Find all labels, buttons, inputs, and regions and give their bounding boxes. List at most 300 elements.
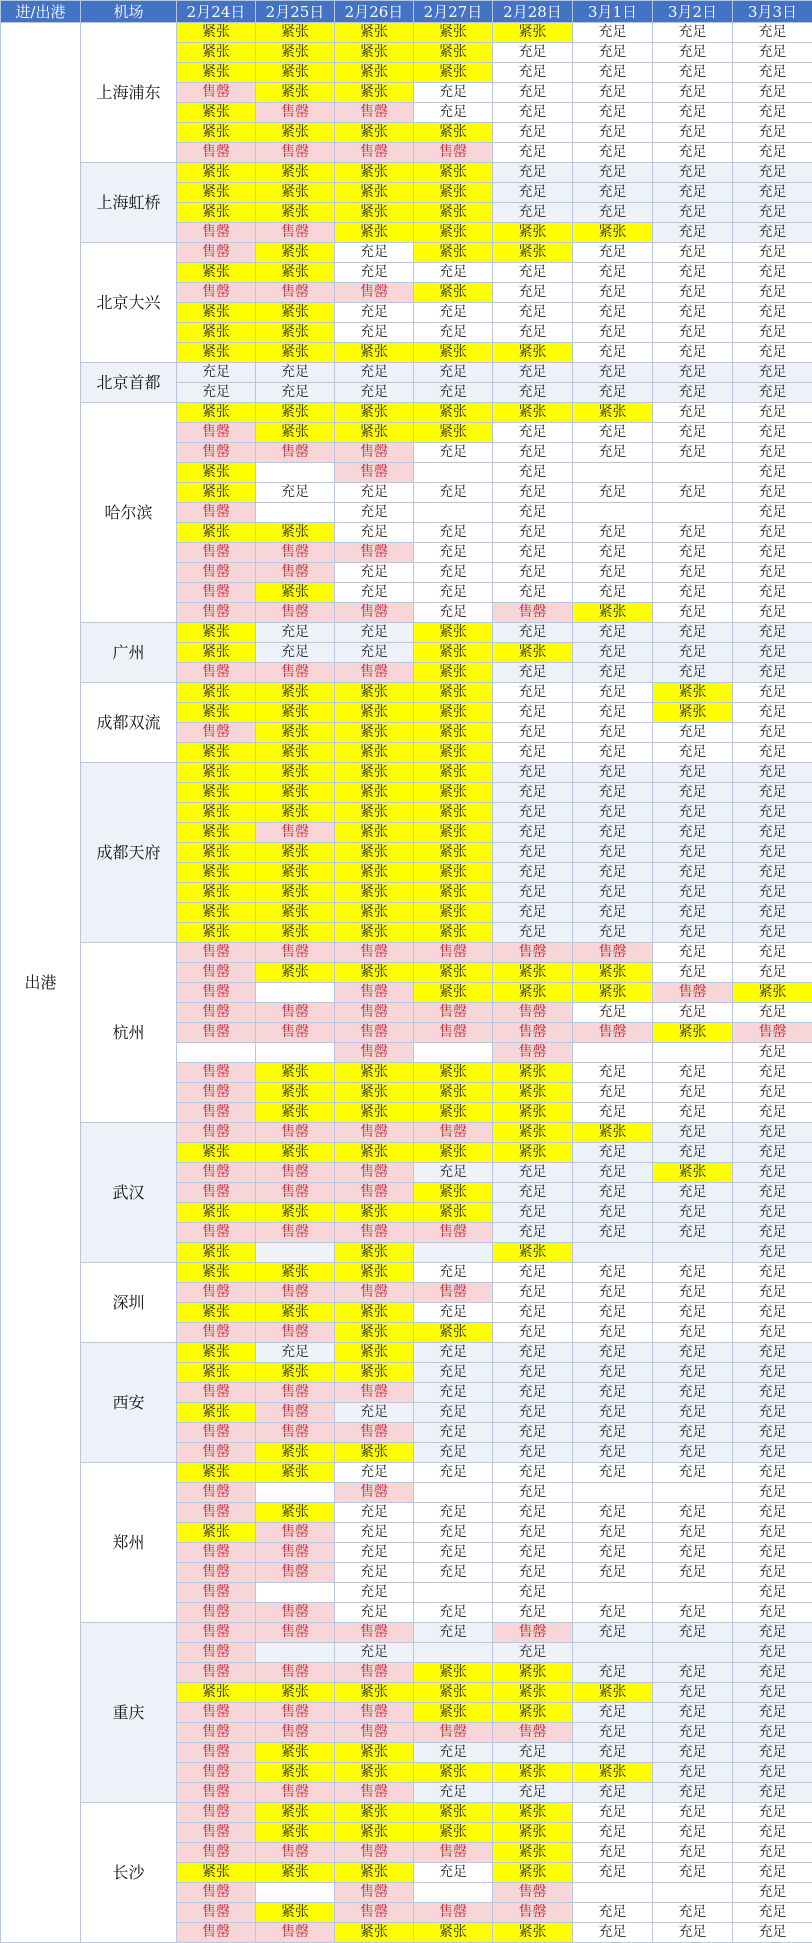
status-cell: 充足 [573,583,653,603]
status-cell: 紧张 [256,1063,335,1083]
status-cell: 充足 [573,1383,653,1403]
status-cell: 售罄 [177,543,256,563]
status-cell: 充足 [733,243,812,263]
status-cell: 紧张 [335,1863,414,1883]
status-cell: 充足 [493,143,573,163]
status-cell: 充足 [653,1443,733,1463]
status-cell: 充足 [493,1403,573,1423]
status-cell: 充足 [493,1483,573,1503]
status-cell: 售罄 [335,943,414,963]
status-cell: 充足 [653,1223,733,1243]
status-cell: 售罄 [335,1783,414,1803]
status-cell: 售罄 [256,1543,335,1563]
status-cell: 充足 [493,543,573,563]
airport-cell: 北京大兴 [81,243,177,363]
status-cell: 充足 [733,543,812,563]
status-cell: 紧张 [256,1303,335,1323]
status-cell: 紧张 [414,783,493,803]
status-cell: 充足 [653,103,733,123]
status-cell [653,503,733,523]
status-cell: 紧张 [177,263,256,283]
status-cell: 充足 [653,783,733,803]
status-cell: 售罄 [256,563,335,583]
status-cell: 紧张 [177,883,256,903]
status-cell: 充足 [573,723,653,743]
status-cell: 充足 [573,1503,653,1523]
status-cell: 售罄 [335,663,414,683]
status-cell: 紧张 [256,723,335,743]
airport-cell: 北京首都 [81,363,177,403]
status-cell: 充足 [653,923,733,943]
status-cell: 充足 [653,1723,733,1743]
status-cell: 售罄 [335,1723,414,1743]
table-row [1,163,812,183]
status-cell: 紧张 [493,1923,573,1943]
status-cell: 充足 [573,1743,653,1763]
status-cell: 售罄 [335,1383,414,1403]
status-cell: 紧张 [414,1763,493,1783]
status-cell: 充足 [653,1903,733,1923]
status-cell: 充足 [573,903,653,923]
status-cell [177,1043,256,1063]
status-cell: 充足 [414,1863,493,1883]
status-cell: 充足 [733,803,812,823]
status-cell: 充足 [493,1323,573,1343]
status-cell: 充足 [414,1523,493,1543]
status-cell: 充足 [493,703,573,723]
status-cell: 紧张 [493,1243,573,1263]
status-cell: 紧张 [335,1263,414,1283]
header-date: 2月26日 [335,1,414,23]
status-cell: 售罄 [335,983,414,1003]
status-cell [256,983,335,1003]
status-cell: 充足 [733,143,812,163]
status-cell: 充足 [573,1923,653,1943]
status-cell: 紧张 [335,403,414,423]
status-cell: 紧张 [573,1763,653,1783]
status-cell: 充足 [733,1843,812,1863]
status-cell: 紧张 [177,323,256,343]
status-cell: 紧张 [414,123,493,143]
status-cell: 紧张 [177,683,256,703]
table-row [1,1123,812,1143]
status-cell: 充足 [733,223,812,243]
status-cell: 充足 [653,1123,733,1143]
status-cell: 充足 [653,283,733,303]
status-cell: 充足 [493,723,573,743]
status-cell: 充足 [733,63,812,83]
status-cell: 售罄 [177,1783,256,1803]
status-cell [653,1883,733,1903]
status-cell [653,1483,733,1503]
status-cell: 充足 [653,803,733,823]
status-cell: 紧张 [177,923,256,943]
status-cell: 紧张 [414,1083,493,1103]
status-cell: 紧张 [414,983,493,1003]
status-cell: 充足 [733,1623,812,1643]
status-cell: 售罄 [177,83,256,103]
status-cell: 充足 [573,1343,653,1363]
status-cell: 售罄 [256,1603,335,1623]
status-cell: 紧张 [335,1763,414,1783]
status-cell: 紧张 [414,683,493,703]
status-cell: 紧张 [573,983,653,1003]
status-cell: 售罄 [335,1003,414,1023]
table-row [1,943,812,963]
status-cell: 紧张 [335,683,414,703]
status-cell: 紧张 [335,1063,414,1083]
status-cell: 充足 [493,743,573,763]
status-cell: 紧张 [335,123,414,143]
status-cell: 充足 [414,1743,493,1763]
status-cell: 售罄 [256,223,335,243]
status-cell: 售罄 [177,1023,256,1043]
status-cell: 充足 [493,1363,573,1383]
status-cell: 紧张 [177,123,256,143]
status-cell: 紧张 [256,403,335,423]
airport-cell: 重庆 [81,1623,177,1803]
status-cell: 售罄 [256,1663,335,1683]
status-cell: 充足 [733,823,812,843]
status-cell: 充足 [733,283,812,303]
status-cell: 紧张 [493,1063,573,1083]
status-cell: 售罄 [177,1503,256,1523]
status-cell: 充足 [653,823,733,843]
status-cell: 充足 [733,1003,812,1023]
status-cell: 充足 [653,363,733,383]
status-cell: 紧张 [414,803,493,823]
airport-cell: 上海浦东 [81,23,177,163]
airport-cell: 广州 [81,623,177,683]
status-cell: 充足 [733,23,812,43]
status-cell: 充足 [653,763,733,783]
airport-cell: 成都双流 [81,683,177,763]
status-cell: 充足 [335,503,414,523]
status-cell: 紧张 [177,1863,256,1883]
status-cell: 紧张 [256,743,335,763]
status-cell: 充足 [653,883,733,903]
status-cell: 充足 [733,1923,812,1943]
status-cell: 售罄 [414,1903,493,1923]
status-cell: 充足 [414,1363,493,1383]
status-cell: 充足 [414,1503,493,1523]
status-cell: 紧张 [177,303,256,323]
status-cell: 充足 [493,283,573,303]
status-cell: 充足 [653,23,733,43]
status-cell: 紧张 [256,923,335,943]
header-airport: 机场 [81,1,177,23]
status-cell: 充足 [733,783,812,803]
status-cell: 充足 [733,1343,812,1363]
status-cell: 紧张 [414,163,493,183]
status-cell: 紧张 [256,1143,335,1163]
status-cell: 售罄 [177,1123,256,1143]
status-cell: 紧张 [256,1803,335,1823]
status-cell: 充足 [653,963,733,983]
status-cell: 紧张 [335,1323,414,1343]
status-cell: 紧张 [335,723,414,743]
status-cell: 紧张 [256,63,335,83]
status-cell: 紧张 [573,603,653,623]
status-cell: 紧张 [256,423,335,443]
status-cell: 紧张 [653,703,733,723]
status-cell: 充足 [573,83,653,103]
status-cell: 紧张 [335,1803,414,1823]
status-cell: 充足 [493,323,573,343]
status-cell: 售罄 [335,103,414,123]
status-cell: 充足 [733,1863,812,1883]
status-cell: 充足 [493,383,573,403]
status-cell: 售罄 [177,1803,256,1823]
status-cell: 充足 [493,183,573,203]
status-cell: 售罄 [177,1823,256,1843]
status-cell: 售罄 [335,283,414,303]
status-cell: 售罄 [177,1443,256,1463]
status-cell: 紧张 [256,783,335,803]
status-cell: 紧张 [177,823,256,843]
status-cell: 充足 [733,1063,812,1083]
status-cell: 售罄 [177,1183,256,1203]
status-cell: 充足 [493,783,573,803]
status-cell: 充足 [653,943,733,963]
header-row [1,1,812,23]
status-cell: 售罄 [256,1283,335,1303]
status-cell: 紧张 [256,323,335,343]
status-cell: 充足 [653,723,733,743]
status-cell: 售罄 [335,1183,414,1203]
status-cell: 充足 [493,1183,573,1203]
status-cell: 充足 [414,1443,493,1463]
status-cell: 充足 [335,323,414,343]
status-cell: 充足 [733,103,812,123]
status-cell: 紧张 [177,63,256,83]
status-cell: 售罄 [335,1663,414,1683]
status-cell: 紧张 [414,963,493,983]
status-cell: 充足 [733,1443,812,1463]
status-cell: 充足 [653,1363,733,1383]
status-cell: 充足 [573,183,653,203]
status-cell: 充足 [335,1523,414,1543]
status-cell: 充足 [733,443,812,463]
status-cell: 紧张 [335,183,414,203]
status-cell: 充足 [493,83,573,103]
status-cell: 充足 [653,663,733,683]
status-cell: 充足 [493,443,573,463]
status-cell: 充足 [573,1463,653,1483]
status-cell: 充足 [493,1603,573,1623]
status-cell: 售罄 [414,1283,493,1303]
status-cell: 紧张 [653,1163,733,1183]
status-cell: 充足 [653,1863,733,1883]
status-cell: 紧张 [573,403,653,423]
status-cell: 充足 [733,1363,812,1383]
status-cell: 充足 [573,863,653,883]
status-cell: 充足 [573,43,653,63]
status-cell: 充足 [493,103,573,123]
status-cell [414,1643,493,1663]
status-cell: 充足 [335,1503,414,1523]
status-cell: 紧张 [256,883,335,903]
status-cell: 充足 [335,303,414,323]
status-cell: 充足 [493,1303,573,1323]
status-cell: 充足 [256,623,335,643]
status-cell: 充足 [573,1723,653,1743]
status-cell: 售罄 [335,1223,414,1243]
status-cell: 售罄 [177,1603,256,1623]
status-cell: 充足 [573,1323,653,1343]
status-cell: 充足 [733,1303,812,1323]
status-cell: 售罄 [177,663,256,683]
status-cell: 充足 [653,843,733,863]
airport-cell: 深圳 [81,1263,177,1343]
status-cell: 紧张 [335,1363,414,1383]
status-cell: 充足 [653,603,733,623]
status-cell: 充足 [573,803,653,823]
status-cell [414,503,493,523]
status-cell: 紧张 [335,343,414,363]
status-cell [653,1243,733,1263]
status-cell: 充足 [733,703,812,723]
status-cell [653,1583,733,1603]
status-cell: 紧张 [414,863,493,883]
status-cell: 紧张 [177,163,256,183]
status-cell: 售罄 [256,1383,335,1403]
status-cell: 充足 [653,223,733,243]
status-cell: 充足 [573,1003,653,1023]
status-cell: 紧张 [177,1203,256,1223]
status-cell [414,463,493,483]
status-cell: 紧张 [177,1403,256,1423]
status-cell: 售罄 [256,103,335,123]
status-cell: 充足 [414,1623,493,1643]
status-cell: 紧张 [256,1263,335,1283]
status-cell: 充足 [573,1283,653,1303]
status-cell: 紧张 [256,1763,335,1783]
status-cell: 紧张 [335,703,414,723]
status-cell: 充足 [653,423,733,443]
status-cell: 售罄 [177,943,256,963]
status-cell: 充足 [733,43,812,63]
status-cell: 售罄 [177,1703,256,1723]
status-cell: 充足 [653,1083,733,1103]
status-cell: 售罄 [414,943,493,963]
status-cell: 紧张 [335,883,414,903]
status-cell: 充足 [573,283,653,303]
status-cell: 充足 [493,563,573,583]
status-cell: 充足 [733,1263,812,1283]
status-cell [414,1043,493,1063]
status-cell: 售罄 [256,603,335,623]
status-cell: 充足 [177,363,256,383]
status-cell: 充足 [493,123,573,143]
status-cell: 充足 [733,1583,812,1603]
status-cell: 充足 [573,163,653,183]
status-cell: 紧张 [335,83,414,103]
status-cell: 售罄 [335,1903,414,1923]
status-cell [573,1643,653,1663]
status-cell: 充足 [573,1063,653,1083]
status-cell: 充足 [733,903,812,923]
status-cell: 售罄 [414,1123,493,1143]
table-body [1,23,812,1943]
status-cell: 充足 [573,343,653,363]
status-cell: 售罄 [335,463,414,483]
status-cell: 充足 [573,1083,653,1103]
status-cell [256,1643,335,1663]
airport-cell: 杭州 [81,943,177,1123]
status-cell: 充足 [573,1443,653,1463]
status-cell: 紧张 [335,743,414,763]
status-cell: 充足 [733,183,812,203]
status-cell: 售罄 [493,1043,573,1063]
table-row [1,683,812,703]
status-cell: 充足 [733,1103,812,1123]
status-cell: 紧张 [414,1663,493,1683]
status-cell: 紧张 [414,623,493,643]
status-cell: 充足 [573,123,653,143]
status-cell: 充足 [653,163,733,183]
status-cell: 紧张 [256,803,335,823]
status-cell: 紧张 [256,1823,335,1843]
status-cell: 紧张 [414,843,493,863]
status-cell: 充足 [335,1563,414,1583]
status-cell: 紧张 [414,343,493,363]
status-cell: 紧张 [493,1803,573,1823]
status-cell: 紧张 [177,203,256,223]
status-cell: 充足 [493,583,573,603]
status-cell: 紧张 [335,823,414,843]
status-cell: 充足 [653,263,733,283]
status-cell: 紧张 [414,223,493,243]
status-cell: 充足 [653,1823,733,1843]
status-cell: 充足 [573,1163,653,1183]
status-cell: 紧张 [177,1683,256,1703]
status-cell: 充足 [653,143,733,163]
status-cell: 售罄 [177,503,256,523]
status-cell: 充足 [733,1703,812,1723]
status-cell: 充足 [653,1303,733,1323]
status-cell: 充足 [335,1583,414,1603]
status-cell: 紧张 [177,1523,256,1543]
status-cell: 紧张 [414,1203,493,1223]
status-cell: 紧张 [177,1143,256,1163]
status-cell: 紧张 [493,1863,573,1883]
status-cell: 充足 [335,1463,414,1483]
status-cell: 充足 [653,1703,733,1723]
status-cell: 售罄 [493,1023,573,1043]
status-cell: 紧张 [256,1203,335,1223]
status-cell: 充足 [493,263,573,283]
status-cell: 售罄 [335,1163,414,1183]
status-cell: 售罄 [256,1523,335,1543]
status-cell: 充足 [573,1603,653,1623]
status-cell: 售罄 [256,1843,335,1863]
status-cell: 紧张 [335,43,414,63]
status-cell: 充足 [733,1423,812,1443]
status-cell: 售罄 [573,943,653,963]
status-cell: 售罄 [256,1783,335,1803]
status-cell: 充足 [733,643,812,663]
status-cell: 充足 [573,783,653,803]
status-cell: 充足 [335,563,414,583]
status-cell: 充足 [335,243,414,263]
status-cell: 售罄 [414,1723,493,1743]
status-cell: 充足 [733,1663,812,1683]
status-cell: 紧张 [177,483,256,503]
status-cell: 充足 [493,1783,573,1803]
status-cell: 紧张 [414,923,493,943]
status-cell: 紧张 [414,203,493,223]
